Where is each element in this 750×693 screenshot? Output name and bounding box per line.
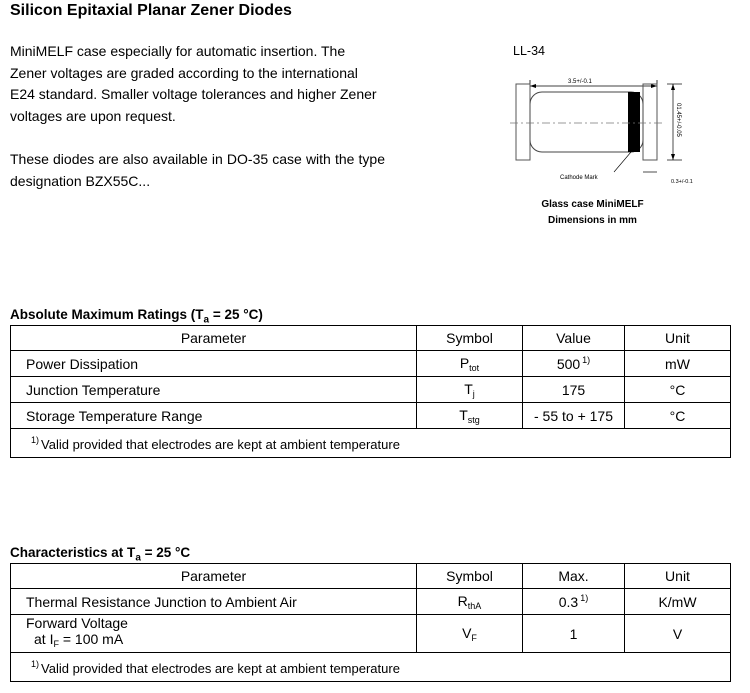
unit-cell: mW [625, 351, 731, 377]
header-max: Max. [523, 564, 625, 589]
table-row [11, 351, 731, 377]
characteristics-table [10, 563, 731, 682]
unit-cell: V [625, 615, 731, 653]
caption-line-2: Dimensions in mm [548, 215, 637, 226]
caption-line-1: Glass case MiniMELF [541, 199, 644, 210]
length-dimension-label: 3.5+/-0.1 [568, 79, 592, 85]
table-row [11, 377, 731, 403]
cathode-leader-line [614, 152, 631, 172]
glass-body [530, 92, 643, 152]
param-cell: Storage Temperature Range [11, 403, 417, 429]
end-cap-left [516, 84, 530, 160]
header-symbol: Symbol [417, 564, 523, 589]
cathode-mark-label: Cathode Mark [560, 175, 598, 181]
characteristics-heading: Characteristics at $T_a = 25$ °C [10, 545, 191, 564]
footnote-row [11, 429, 731, 458]
table-row [11, 615, 731, 653]
param-cell: Power Dissipation [11, 351, 417, 377]
unit-cell: °C [625, 403, 731, 429]
intro-paragraph-1: MiniMELF case especially for automatic insertion. The Zener voltages are graded according to the international E24 standard. Smaller voltage tolerances and higher Zener voltages are upon request. [10, 43, 377, 124]
header-unit: Unit [625, 326, 731, 351]
diameter-arrow-top [671, 84, 675, 90]
diameter-arrow-bottom [671, 154, 675, 160]
intro-paragraph-2: These diodes are also available in DO-35 case with the type designation BZX55C... [10, 151, 385, 189]
abs-max-heading: Absolute Maximum Ratings ($T_a = 25$ °C) [10, 307, 263, 326]
diameter-dimension-label: 01.45+/-0.05 [675, 103, 681, 137]
table-row [11, 589, 731, 615]
package-name: LL-34 [513, 44, 545, 58]
param-cell: Forward Voltage at $I_F = 100$ mA [11, 615, 417, 653]
symbol-cell: $T_j$ [417, 377, 523, 403]
cap-dimension-label: 0.3+/-0.1 [671, 179, 693, 185]
footnote-row [11, 653, 731, 682]
header-symbol: Symbol [417, 326, 523, 351]
footnote-cell: $^{1)}$ Valid provided that electrodes are kept at ambient temperature [11, 653, 731, 682]
unit-cell: °C [625, 377, 731, 403]
value-cell: 500 $^{1)}$ [523, 351, 625, 377]
length-arrow-left [530, 84, 536, 88]
symbol-cell: $R_{thA}$ [417, 589, 523, 615]
symbol-cell: $P_{tot}$ [417, 351, 523, 377]
package-caption [520, 197, 665, 229]
table-header-row [11, 326, 731, 351]
value-cell: 175 [523, 377, 625, 403]
symbol-cell: $T_{stg}$ [417, 403, 523, 429]
abs-max-table [10, 325, 731, 458]
header-parameter: Parameter [11, 564, 417, 589]
value-cell: - 55 to + 175 [523, 403, 625, 429]
value-cell: 1 [523, 615, 625, 653]
header-unit: Unit [625, 564, 731, 589]
table-row [11, 403, 731, 429]
footnote-cell: $^{1)}$ Valid provided that electrodes are kept at ambient temperature [11, 429, 731, 458]
page-title: Silicon Epitaxial Planar Zener Diodes [10, 2, 292, 19]
package-dimension-drawing [500, 68, 710, 190]
unit-cell: K/mW [625, 589, 731, 615]
cathode-band [628, 92, 640, 152]
table-header-row [11, 564, 731, 589]
param-cell: Junction Temperature [11, 377, 417, 403]
header-value: Value [523, 326, 625, 351]
end-cap-right [643, 84, 657, 160]
symbol-cell: $V_F$ [417, 615, 523, 653]
header-parameter: Parameter [11, 326, 417, 351]
param-cell: Thermal Resistance Junction to Ambient Air [11, 589, 417, 615]
length-arrow-right [651, 84, 657, 88]
value-cell: 0.3 $^{1)}$ [523, 589, 625, 615]
